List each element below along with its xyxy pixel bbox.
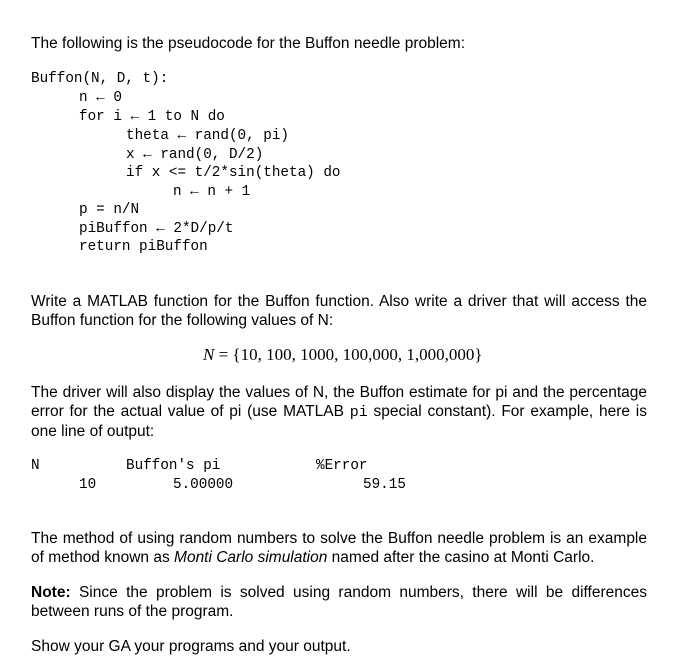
driver-text-before: The driver will also display the values of N, the Buffon estimate for pi and the percentage error for the actual value of pi (use MATLAB	[31, 384, 647, 420]
output-value-n: 10	[79, 477, 97, 493]
driver-text-after: special constant). For example, here is one line of output:	[31, 403, 647, 440]
method-paragraph	[31, 529, 647, 567]
output-value-error: 59.15	[363, 477, 406, 493]
method-text-after: named after the casino at Monti Carlo.	[327, 549, 595, 566]
intro-text: The following is the pseudocode for the Buffon needle problem:	[31, 35, 465, 52]
code-line-theta: theta ← rand(0, pi)	[126, 128, 290, 144]
closing-text: Show your GA your programs and your output.	[31, 638, 351, 655]
method-emphasis: Monti Carlo simulation	[174, 549, 328, 566]
equation-set: = {10, 100, 1000, 100,000, 1,000,000}	[218, 345, 483, 364]
note-label: Note:	[31, 584, 71, 601]
output-header-buffon-pi: Buffon's pi	[126, 458, 221, 474]
method-text-before: The method of using random numbers to solve the Buffon needle problem is an example of method known as	[31, 530, 647, 566]
code-line-pibuffon: piBuffon ← 2*D/p/t	[79, 221, 234, 237]
output-header-n: N	[31, 458, 40, 474]
n-values-equation	[203, 345, 483, 365]
note-paragraph	[31, 583, 647, 621]
pi-code-inline: pi	[349, 404, 368, 421]
task-paragraph: Write a MATLAB function for the Buffon function. Also write a driver that will access the Buffon function for the following values of N:	[31, 293, 647, 329]
code-line-x: x ← rand(0, D/2)	[126, 147, 264, 163]
output-value-buffon-pi: 5.00000	[173, 477, 234, 493]
code-line-p: p = n/N	[79, 202, 140, 218]
code-line-increment: n ← n + 1	[173, 184, 251, 200]
note-text: Since the problem is solved using random numbers, there will be differences between runs of the program.	[31, 584, 647, 620]
code-line-return: return piBuffon	[79, 239, 208, 255]
code-line-for: for i ← 1 to N do	[79, 109, 225, 125]
output-header-error: %Error	[316, 458, 368, 474]
driver-paragraph	[31, 383, 647, 441]
equation-variable: N	[203, 345, 215, 364]
code-line-if: if x <= t/2*sin(theta) do	[126, 165, 341, 181]
code-line-init: n ← 0	[79, 90, 122, 106]
code-line-signature: Buffon(N, D, t):	[31, 71, 169, 87]
